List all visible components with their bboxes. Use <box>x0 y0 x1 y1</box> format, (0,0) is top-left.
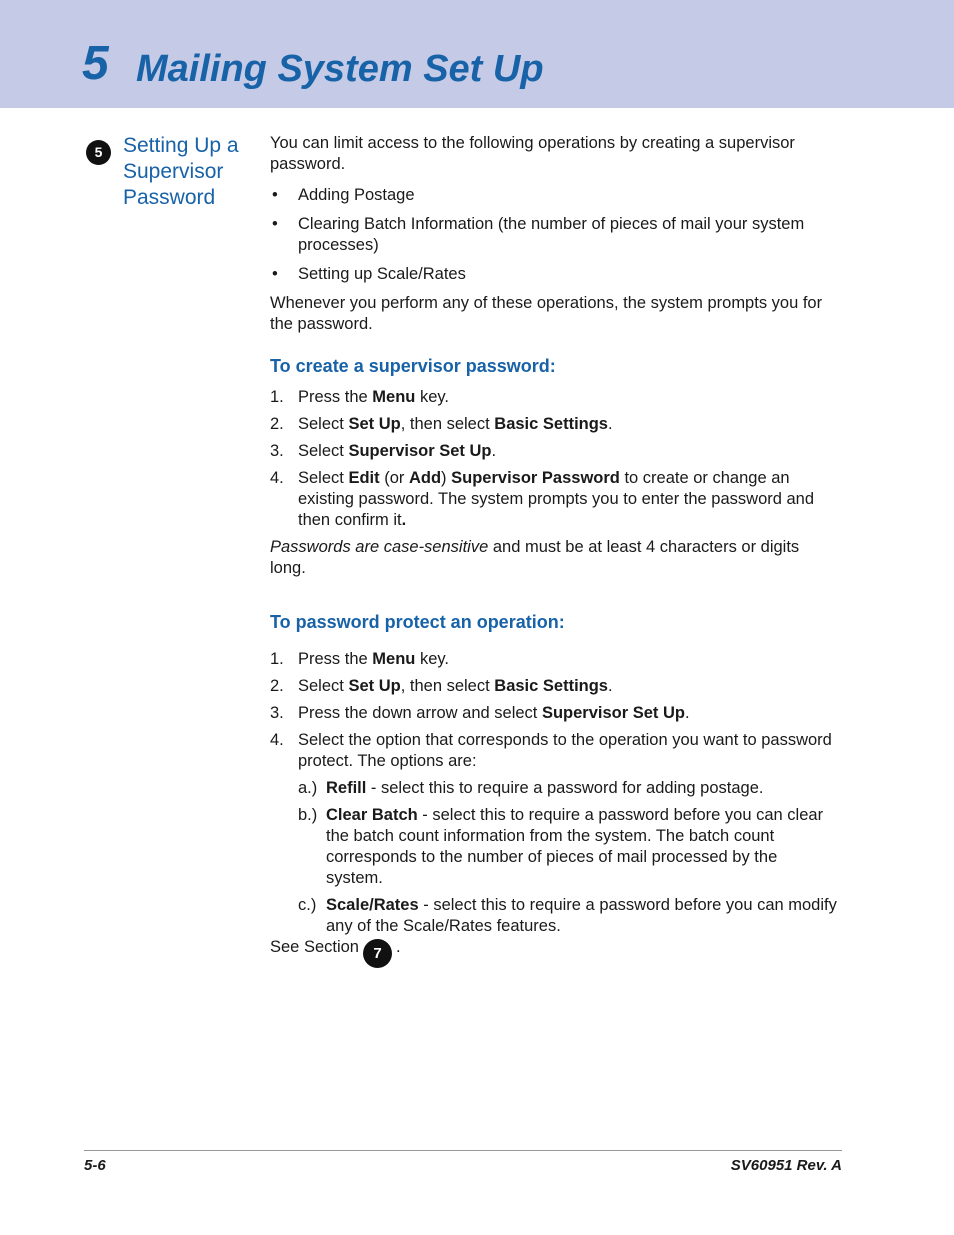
list-item: • Setting up Scale/Rates <box>272 265 466 283</box>
protect-steps-list <box>270 649 838 772</box>
list-item: 3. Press the down arrow and select Supervisor Set Up. <box>270 704 690 722</box>
list-item: 4. Select Edit (or Add) Supervisor Password to create or change an existing password. The system prompts you to enter the password and then confirm it. <box>270 469 815 529</box>
list-item: 1. Press the Menu key. <box>270 388 450 406</box>
list-item: • Clearing Batch Information (the number of pieces of mail your system processes) <box>272 215 805 254</box>
list-item: 4. Select the option that corresponds to the operation you want to password protect. The options are: <box>270 731 832 770</box>
section-heading-line: Password <box>123 186 216 209</box>
protect-operation-heading: To password protect an operation: <box>270 612 565 632</box>
see-section-reference: See Section 7 . <box>270 937 838 968</box>
list-item: • Adding Postage <box>272 186 415 204</box>
section-heading-line: Supervisor <box>123 160 224 183</box>
protect-options-list <box>298 778 838 937</box>
list-item: b.) Clear Batch - select this to require a password before you can clear the batch count information from the system. The batch count corresponds to the number of pieces of mail processed by the system. <box>298 806 824 887</box>
password-note: Passwords are case-sensitive and must be at least 4 characters or digits long. <box>270 538 800 577</box>
chapter-number: 5 <box>82 37 109 90</box>
list-item: 3. Select Supervisor Set Up. <box>270 442 497 460</box>
footer-rule <box>84 1150 842 1151</box>
section-number-badge: 5 <box>86 140 111 165</box>
list-item: 2. Select Set Up, then select Basic Settings. <box>270 415 613 433</box>
create-password-heading: To create a supervisor password: <box>270 356 556 376</box>
chapter-title: Mailing System Set Up <box>136 48 544 90</box>
operations-list <box>270 185 838 285</box>
create-steps-list <box>270 387 838 531</box>
document-revision: SV60951 Rev. A <box>730 1157 842 1174</box>
list-item: 2. Select Set Up, then select Basic Settings. <box>270 677 613 695</box>
closing-paragraph: Whenever you perform any of these operations, the system prompts you for the password. <box>270 294 823 333</box>
section-heading <box>123 133 263 211</box>
page-number: 5-6 <box>84 1157 106 1174</box>
section-heading-line: Setting Up a <box>123 134 239 157</box>
intro-paragraph: You can limit access to the following operations by creating a supervisor password. <box>270 134 795 173</box>
main-content <box>270 133 838 968</box>
list-item: a.) Refill - select this to require a password for adding postage. <box>298 779 764 797</box>
list-item: c.) Scale/Rates - select this to require a password before you can modify any of the Scale/Rates features. <box>298 896 837 935</box>
list-item: 1. Press the Menu key. <box>270 650 450 668</box>
section-reference-badge[interactable]: 7 <box>363 939 392 968</box>
